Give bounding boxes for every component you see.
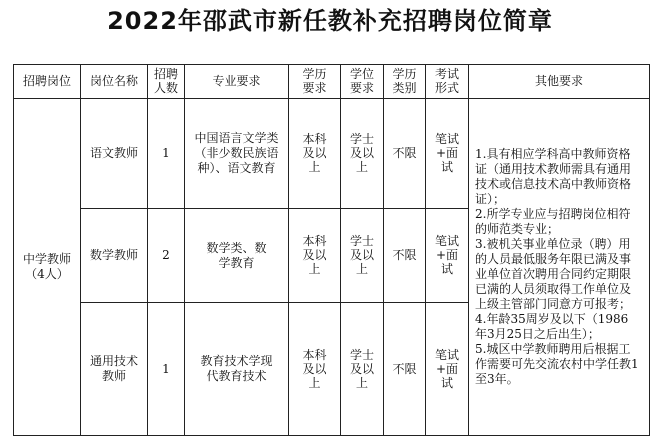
degree-requirement: 学士及以上 — [341, 99, 384, 209]
degree-requirement: 学士及以上 — [341, 303, 384, 436]
header-edu-type: 学历类别 — [384, 65, 426, 99]
exam-form: 笔试+面试 — [426, 99, 469, 209]
position-count: 1 — [148, 99, 185, 209]
degree-requirement: 学士及以上 — [341, 209, 384, 303]
major-requirement: 中国语言文学类（非少数民族语种）、语文教育 — [185, 99, 289, 209]
requirement-item: 1.具有相应学科高中教师资格证（通用技术教师需具有通用技术或信息技术高中教师资格证）； — [475, 147, 632, 206]
position-count: 2 — [148, 209, 185, 303]
edu-type: 不限 — [384, 99, 426, 209]
header-other: 其他要求 — [469, 65, 650, 99]
other-requirements — [469, 99, 650, 436]
edu-type: 不限 — [384, 209, 426, 303]
position-name: 通用技术教师 — [81, 303, 148, 436]
exam-form: 笔试+面试 — [426, 209, 469, 303]
position-name: 语文教师 — [81, 99, 148, 209]
position-name: 数学教师 — [81, 209, 148, 303]
major-requirement: 数学类、数学教育 — [185, 209, 289, 303]
major-requirement: 教育技术学现代教育技术 — [185, 303, 289, 436]
post-cell — [14, 99, 81, 436]
edu-type: 不限 — [384, 303, 426, 436]
requirement-item: 3.被机关事业单位录（聘）用的人员最低服务年限已满及事业单位首次聘用合同约定期限已满的人员须取得工作单位及上级主管部门同意方可报考； — [475, 237, 632, 311]
education-requirement: 本科及以上 — [289, 303, 341, 436]
header-exam: 考试形式 — [426, 65, 469, 99]
header-major: 专业要求 — [185, 65, 289, 99]
header-count: 招聘人数 — [148, 65, 185, 99]
header-row — [14, 65, 650, 99]
page-title: 2022年邵武市新任教补充招聘岗位简章 — [107, 7, 553, 35]
header-post: 招聘岗位 — [14, 65, 81, 99]
post-count: （4人） — [25, 267, 69, 281]
header-degree: 学位要求 — [341, 65, 384, 99]
post-name: 中学教师 — [22, 252, 71, 266]
header-education: 学历要求 — [289, 65, 341, 99]
recruitment-table — [13, 64, 650, 436]
table-row — [14, 99, 650, 209]
position-count: 1 — [148, 303, 185, 436]
education-requirement: 本科及以上 — [289, 209, 341, 303]
requirement-item: 2.所学专业应与招聘岗位相符的师范类专业； — [475, 207, 631, 236]
requirement-item: 5.城区中学教师聘用后根据工作需要可先交流农村中学任教1至3年。 — [475, 342, 639, 386]
header-position-name: 岗位名称 — [81, 65, 148, 99]
education-requirement: 本科及以上 — [289, 99, 341, 209]
exam-form: 笔试+面试 — [426, 303, 469, 436]
requirement-item: 4.年龄35周岁及以下（1986年3月25日之后出生）； — [475, 312, 629, 341]
